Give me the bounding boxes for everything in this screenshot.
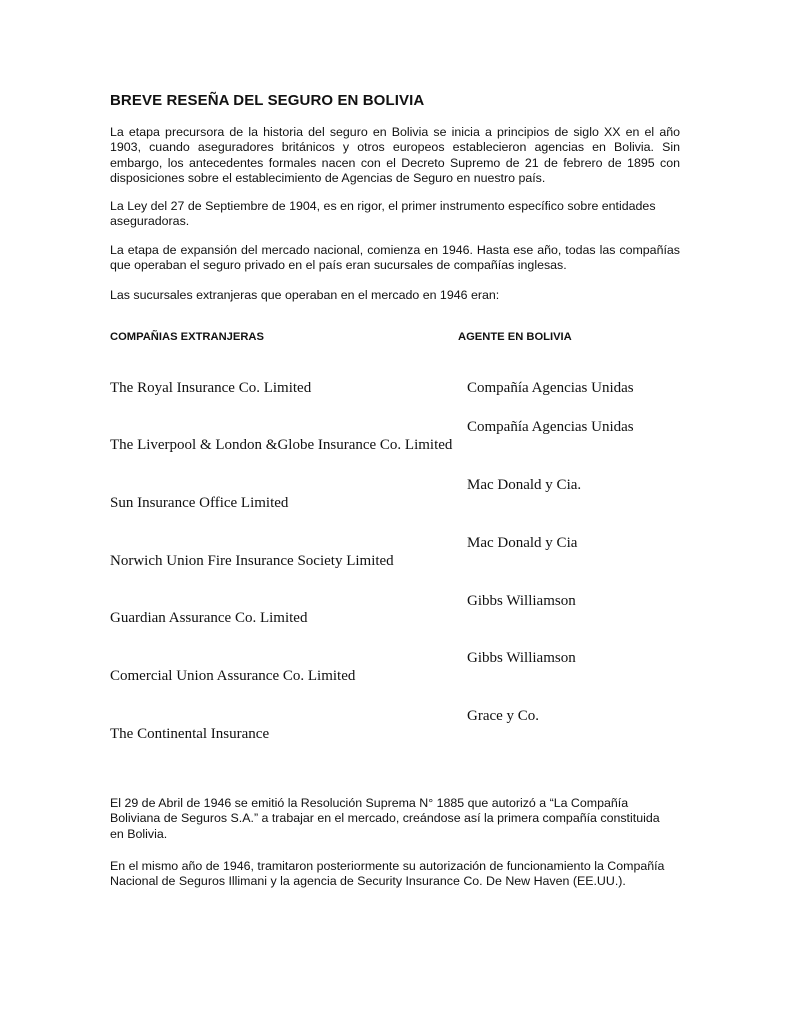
company-name: Sun Insurance Office Limited [110,495,289,511]
agent-name: Mac Donald y Cia. [467,477,582,493]
company-name: Norwich Union Fire Insurance Society Limited [110,553,394,569]
agent-name: Compañía Agencias Unidas [467,380,634,396]
column-header-agents: AGENTE EN BOLIVIA [458,331,572,343]
company-name: The Continental Insurance [110,726,270,742]
agent-name: Grace y Co. [467,708,540,724]
paragraph-expansion: La etapa de expansión del mercado nacional, comienza en 1946. Hasta ese año, todas las compañías que operaban el seguro privado en el país eran sucursales de compañías inglesas. [110,243,680,273]
paragraph-history: La etapa precursora de la historia del seguro en Bolivia se inicia a principios de siglo XX en el año 1903, cuando aseguradores británicos y otros europeos establecieron agencias en Bolivia. Sin embargo, los antecedentes formales nacen con el Decreto Supremo de 21 de febrero de 1895 con disposiciones sobre el establecimiento de Agencias de Seguro en nuestro país. [110,125,680,185]
company-name: The Royal Insurance Co. Limited [110,380,312,396]
agent-name: Mac Donald y Cia [467,535,578,551]
company-name: The Liverpool & London &Globe Insurance Co. Limited [110,437,453,453]
company-name: Comercial Union Assurance Co. Limited [110,668,356,684]
agent-name: Gibbs Williamson [467,593,576,609]
paragraph-law-1904: La Ley del 27 de Septiembre de 1904, es en rigor, el primer instrumento específico sobre entidades aseguradoras. [110,199,656,229]
document-title: BREVE RESEÑA DEL SEGURO EN BOLIVIA [110,92,425,109]
paragraph-illimani-security: En el mismo año de 1946, tramitaron posteriormente su autorización de funcionamiento la Compañía Nacional de Seguros Illimani y la agencia de Security Insurance Co. De New Haven (EE.UU.). [110,859,665,889]
company-name: Guardian Assurance Co. Limited [110,610,308,626]
agent-name: Gibbs Williamson [467,650,576,666]
paragraph-resolution-1885: El 29 de Abril de 1946 se emitió la Resolución Suprema N° 1885 que autorizó a “La Compañía Boliviana de Seguros S.A.” a trabajar en el mercado, creándose así la primera compañía constituida en Bolivia. [110,796,660,841]
column-header-companies: COMPAÑIAS EXTRANJERAS [110,331,264,343]
agent-name: Compañía Agencias Unidas [467,419,634,435]
paragraph-branches-intro: Las sucursales extranjeras que operaban en el mercado en 1946 eran: [110,288,500,302]
